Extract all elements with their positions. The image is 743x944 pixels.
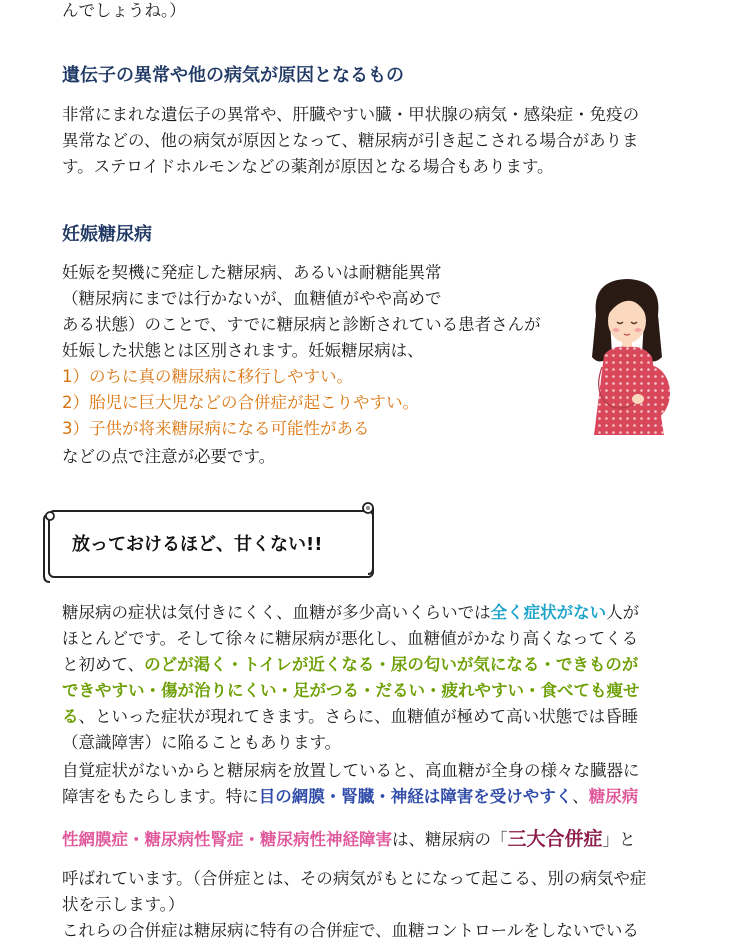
genetic-line-2: 異常などの、他の病気が原因となって、糖尿病が引き起こされる場合がありま — [62, 131, 639, 150]
symptoms-line-11: 状を示します。） — [62, 895, 185, 914]
symptoms-line-12: これらの合併症は糖尿病に特有の合併症で、血糖コントロールをしないでいる — [62, 921, 639, 940]
symptoms-line-6: （意識障害）に陥ることもあります。 — [62, 733, 342, 752]
heading-genetic: 遺伝子の異常や他の病気が原因となるもの — [62, 65, 404, 86]
symptoms-text: 人が — [606, 603, 640, 622]
symptoms-text: は、糖尿病の「 — [392, 830, 508, 849]
symptoms-text: 」と — [602, 830, 636, 849]
symptoms-line-3 — [62, 652, 692, 678]
banner-title: 放っておけるほど、甘くない!! — [72, 534, 323, 555]
complications-highlight: 性網膜症・糖尿病性腎症・糖尿病性神経障害 — [62, 830, 392, 849]
complications-highlight: 糖尿病 — [588, 787, 639, 806]
symptoms-line-2: ほとんどです。そして徐々に糖尿病が悪化し、血糖値がかなり高くなってくる — [62, 629, 639, 648]
symptoms-text: と初めて、 — [62, 655, 145, 674]
symptoms-line-5 — [62, 704, 692, 730]
pregnancy-item-2: 2）胎児に巨大児などの合併症が起こりやすい。 — [62, 393, 419, 412]
pregnancy-line-3: ある状態）のことで、すでに糖尿病と診断されている患者さんが — [62, 315, 541, 334]
symptoms-text: 障害をもたらします。特に — [62, 787, 259, 806]
symptoms-text: 、といった症状が現れてきます。さらに、血糖値が極めて高い状態では昏睡 — [78, 707, 639, 726]
pregnancy-line-1: 妊娠を契機に発症した糖尿病、あるいは耐糖能異常 — [62, 263, 442, 282]
symptoms-line-1 — [62, 600, 692, 626]
symptom-list-highlight: る — [62, 707, 79, 726]
pregnancy-line-4: 妊娠した状態とは区別されます。妊娠糖尿病は、 — [62, 341, 424, 360]
symptoms-line-4: できやすい・傷が治りにくい・足がつる・だるい・疲れやすい・食べても痩せ — [62, 681, 640, 700]
pregnancy-item-3: 3）子供が将来糖尿病になる可能性がある — [62, 419, 370, 438]
three-complications-highlight: 三大合併症 — [507, 828, 603, 850]
pregnancy-item-1: 1）のちに真の糖尿病に移行しやすい。 — [62, 367, 353, 386]
genetic-line-3: す。ステロイドホルモンなどの薬剤が原因となる場合もあります。 — [62, 157, 554, 176]
pregnancy-closing: などの点で注意が必要です。 — [62, 447, 276, 466]
symptoms-line-8 — [62, 784, 692, 810]
organs-highlight: 目の網膜・腎臓・神経は障害を受けやすく — [258, 787, 573, 806]
pregnancy-line-2: （糖尿病にまでは行かないが、血糖値がやや高めで — [62, 289, 442, 308]
symptoms-text: 、 — [572, 787, 589, 806]
pregnant-woman-illustration — [582, 275, 672, 440]
genetic-line-1: 非常にまれな遺伝子の異常や、肝臓やすい臓・甲状腺の病気・感染症・免疫の — [62, 105, 640, 124]
symptoms-line-7: 自覚症状がないからと糖尿病を放置していると、高血糖が全身の様々な臓器に — [62, 761, 640, 780]
no-symptoms-highlight: 全く症状がない — [490, 603, 607, 622]
heading-pregnancy: 妊娠糖尿病 — [62, 224, 152, 245]
symptom-list-highlight: のどが渇く・トイレが近くなる・尿の匂いが気になる・できものが — [144, 655, 639, 674]
symptoms-line-10: 呼ばれています。（合併症とは、その病気がもとになって起こる、別の病気や症 — [62, 869, 647, 888]
symptoms-line-9 — [62, 826, 692, 853]
symptoms-text: 糖尿病の症状は気付きにくく、血糖が多少高いくらいでは — [62, 603, 491, 622]
top-fragment: んでしょうね。） — [62, 1, 186, 20]
